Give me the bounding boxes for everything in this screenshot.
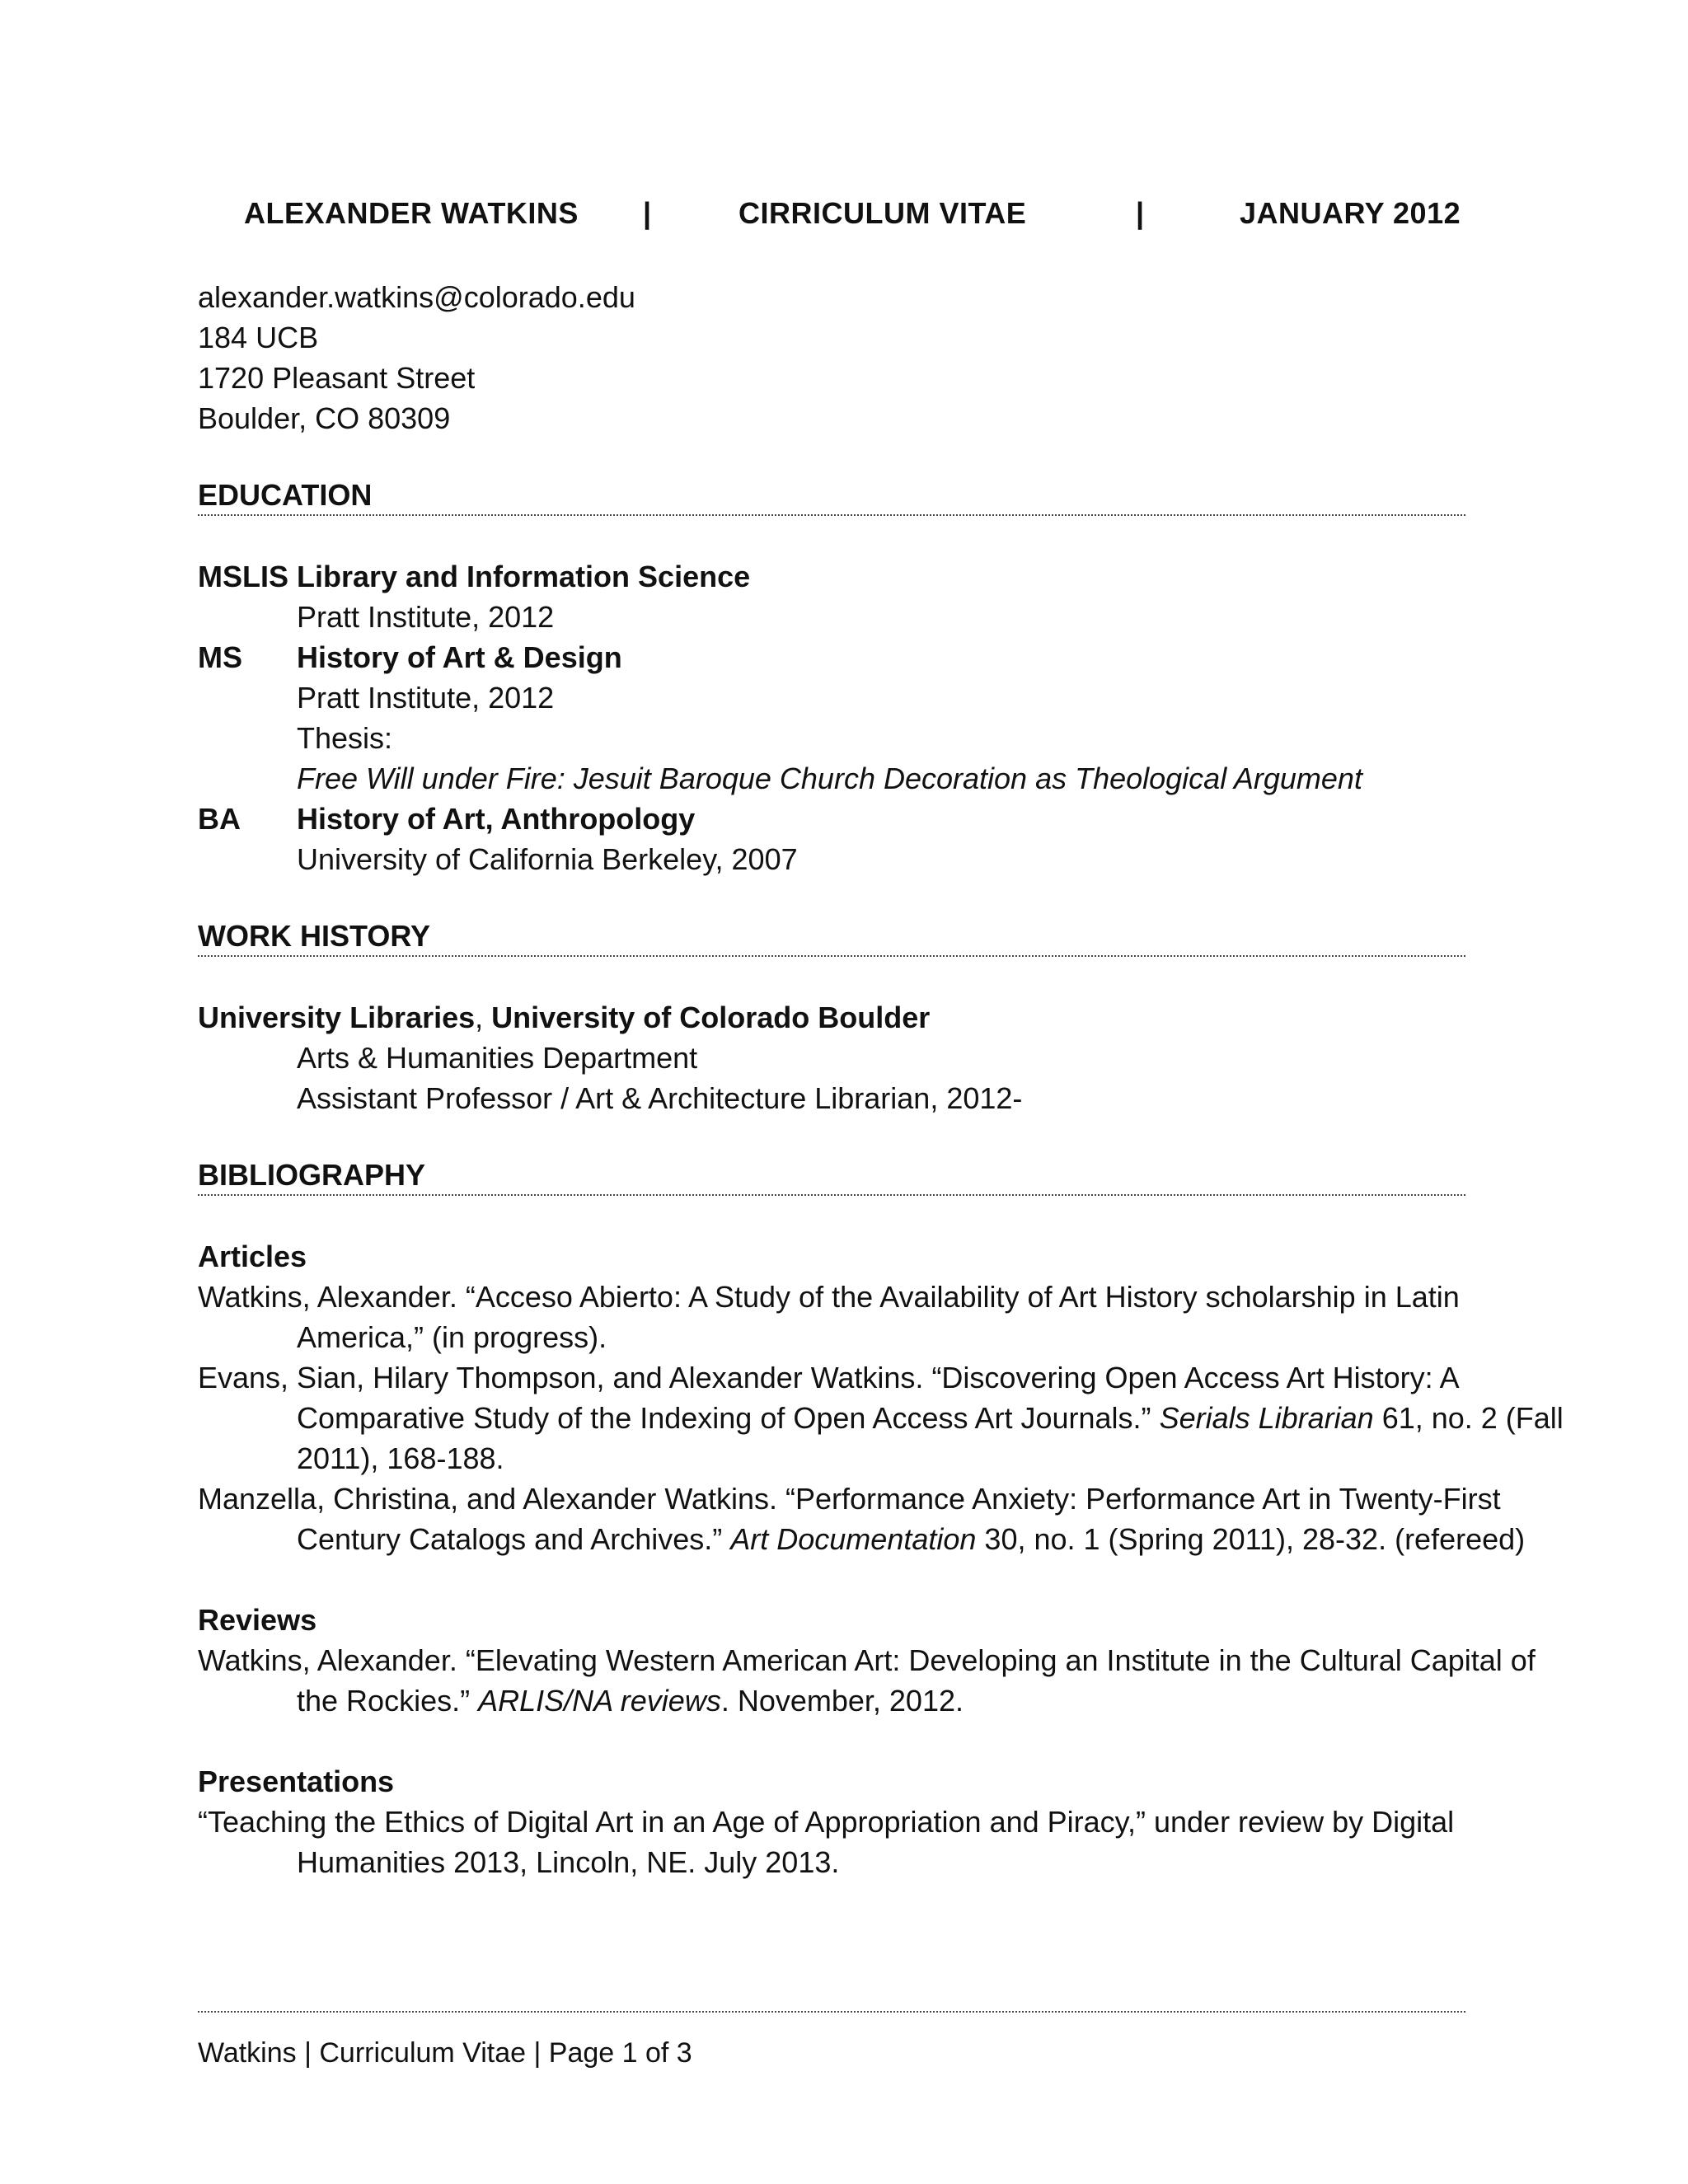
employer-separator: ,: [475, 1001, 492, 1034]
header-name: ALEXANDER WATKINS: [244, 196, 579, 230]
citation-text: Watkins, Alexander. “Acceso Abierto: A Study of the Availability of Art History scholarship in Latin America,” (in progress).: [198, 1280, 1460, 1354]
citation-text: Watkins, Alexander. “Elevating Western American Art: Developing an Institute in the Cultural Capital of the Rockies.”: [198, 1643, 1536, 1718]
citation-item: [198, 1640, 1582, 1721]
cv-header: [198, 196, 1475, 246]
citation-text: Evans, Sian, Hilary Thompson, and Alexander Watkins. “Discovering Open Access Art History: A Comparative Study of the Indexing of Open Access Art Journals.”: [198, 1361, 1458, 1435]
citation-item: [198, 1357, 1582, 1479]
citation-text: “Teaching the Ethics of Digital Art in an Age of Appropriation and Piracy,” under review by Digital Humanities 2013, Lincoln, NE. July 2013.: [198, 1805, 1455, 1879]
thesis-title: Free Will under Fire: Jesuit Baroque Church Decoration as Theological Argument: [297, 762, 1362, 795]
degree-entry: [198, 637, 1500, 799]
degree-field: Library and Information Science: [297, 560, 751, 593]
citation-item: [198, 1277, 1582, 1357]
header-doc-type: CIRRICULUM VITAE: [738, 196, 1027, 230]
citation-details: . November, 2012.: [720, 1684, 964, 1718]
thesis-label: Thesis:: [297, 721, 393, 755]
contact-email[interactable]: alexander.watkins@colorado.edu: [198, 280, 635, 314]
subsection-articles: Articles: [198, 1240, 307, 1273]
page-footer: Watkins | Curriculum Vitae | Page 1 of 3: [198, 2037, 692, 2069]
citation-details: 30, no. 1 (Spring 2011), 28-32. (refereed): [976, 1522, 1526, 1556]
contact-address-1: 184 UCB: [198, 321, 319, 354]
employer-unit: University Libraries: [198, 1001, 476, 1034]
header-separator: |: [1136, 196, 1145, 230]
citation-journal: ARLIS/NA reviews: [478, 1684, 721, 1718]
section-title-education: EDUCATION: [198, 476, 1465, 516]
section-title-work-history: WORK HISTORY: [198, 917, 1465, 957]
contact-block: [198, 277, 1500, 438]
citation-journal: Art Documentation: [730, 1522, 977, 1556]
degree-abbrev: MSLIS: [198, 560, 289, 593]
citation-journal: Serials Librarian: [1159, 1401, 1374, 1435]
degree-school: Pratt Institute, 2012: [297, 681, 555, 715]
header-separator: |: [643, 196, 652, 230]
employer: [198, 997, 1500, 1038]
work-department: Arts & Humanities Department: [297, 1041, 698, 1075]
citation-text: Manzella, Christina, and Alexander Watkins. “Performance Anxiety: Performance Art in Twenty-First Century Catalogs and Archives.”: [198, 1482, 1501, 1556]
subsection-reviews: Reviews: [198, 1603, 317, 1637]
header-date: JANUARY 2012: [1240, 196, 1461, 230]
degree-abbrev: MS: [198, 640, 242, 674]
degree-abbrev: BA: [198, 802, 241, 836]
contact-city: Boulder, CO 80309: [198, 401, 451, 435]
section-title-bibliography: BIBLIOGRAPHY: [198, 1156, 1465, 1196]
work-position: Assistant Professor / Art & Architecture Librarian, 2012-: [297, 1081, 1023, 1115]
citation-item: [198, 1479, 1582, 1559]
degree-school: Pratt Institute, 2012: [297, 600, 555, 634]
degree-entry: [198, 556, 1500, 637]
employer-institution: University of Colorado Boulder: [491, 1001, 931, 1034]
subsection-presentations: Presentations: [198, 1765, 395, 1798]
degree-field: History of Art, Anthropology: [297, 802, 696, 836]
cv-body: [198, 277, 1564, 1882]
contact-address-2: 1720 Pleasant Street: [198, 361, 476, 395]
citation-item: [198, 1802, 1582, 1882]
footer-divider: [198, 2011, 1465, 2013]
spacer: [198, 957, 1500, 997]
spacer: [198, 516, 1500, 556]
degree-school: University of California Berkeley, 2007: [297, 842, 798, 876]
degree-entry: [198, 799, 1500, 879]
degree-field: History of Art & Design: [297, 640, 622, 674]
citation-details: 61, no. 2 (Fall 2011), 168-188.: [297, 1401, 1564, 1475]
spacer: [198, 1196, 1500, 1236]
